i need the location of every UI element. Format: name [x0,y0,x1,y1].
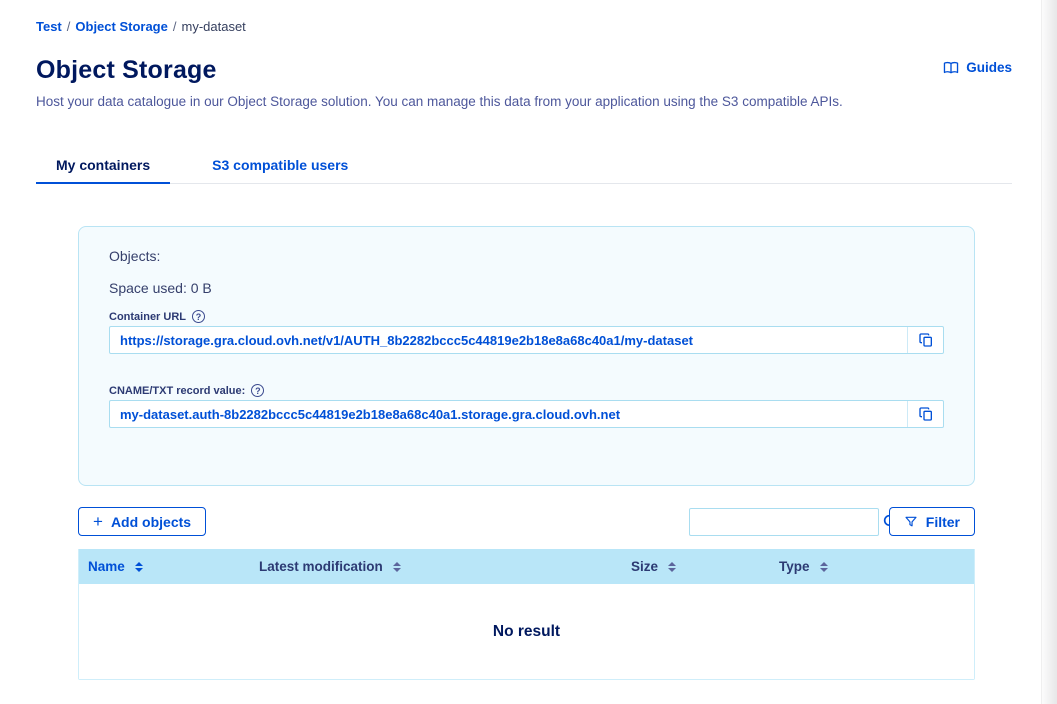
column-label: Type [779,559,810,574]
container-url-label-row [109,310,944,323]
page-title: Object Storage [36,56,217,84]
add-objects-label: Add objects [110,513,192,530]
cname-label: CNAME/TXT record value: [109,384,246,397]
breadcrumb-separator: / [172,19,177,34]
column-label: Size [631,559,659,574]
space-used-line [109,279,944,297]
breadcrumb [36,19,1012,34]
breadcrumb-separator: / [66,19,71,34]
plus-icon: + [93,512,103,531]
sort-caret-icon [393,562,401,572]
copy-icon [918,332,934,348]
column-header-latest-modification[interactable] [250,559,622,574]
guides-label: Guides [966,60,1012,75]
search-box [689,508,879,536]
tab-s3-compatible-users[interactable]: S3 compatible users [212,157,349,173]
guides-link[interactable] [943,60,1012,75]
help-icon[interactable]: ? [192,310,205,323]
sort-caret-icon [668,562,676,572]
book-icon [943,61,959,75]
space-used-value: 0 B [190,280,212,296]
column-header-name[interactable] [79,559,250,574]
page-description: Host your data catalogue in our Object Storage solution. You can manage this data from your application using the S3 compatible APIs. [36,94,843,109]
filter-label: Filter [925,513,960,530]
column-header-size[interactable] [622,559,770,574]
breadcrumb-link-test[interactable]: Test [36,19,62,34]
objects-label: Objects: [109,248,161,264]
container-url-group [109,326,944,354]
cname-group [109,400,944,428]
container-url-input[interactable] [110,327,907,353]
page-header [36,56,1012,84]
copy-icon [918,406,934,422]
window-edge [1041,0,1057,704]
table-header-row [79,549,974,584]
add-objects-button[interactable] [78,507,206,536]
sort-caret-icon [820,562,828,572]
cname-input[interactable] [110,401,907,427]
copy-cname-button[interactable] [907,401,943,427]
search-input[interactable] [690,514,882,529]
breadcrumb-link-object-storage[interactable]: Object Storage [75,19,168,34]
container-url-label: Container URL [109,310,186,323]
tab-my-containers[interactable]: My containers [36,157,170,183]
breadcrumb-current: my-dataset [181,19,246,34]
help-icon[interactable]: ? [251,384,264,397]
filter-icon [904,515,918,529]
filter-button[interactable] [889,507,975,536]
objects-toolbar [78,507,975,536]
cname-label-row [109,384,944,397]
space-used-label: Space used: [109,280,187,296]
column-label: Name [88,559,125,574]
objects-count-line [109,247,944,265]
container-info-panel [78,226,975,486]
sort-caret-icon [135,562,143,572]
tab-bar [36,157,1012,184]
column-header-type[interactable] [770,559,974,574]
objects-table [78,549,975,680]
table-body-empty [79,584,974,679]
column-label: Latest modification [259,559,383,574]
copy-container-url-button[interactable] [907,327,943,353]
no-result-message: No result [492,622,561,640]
